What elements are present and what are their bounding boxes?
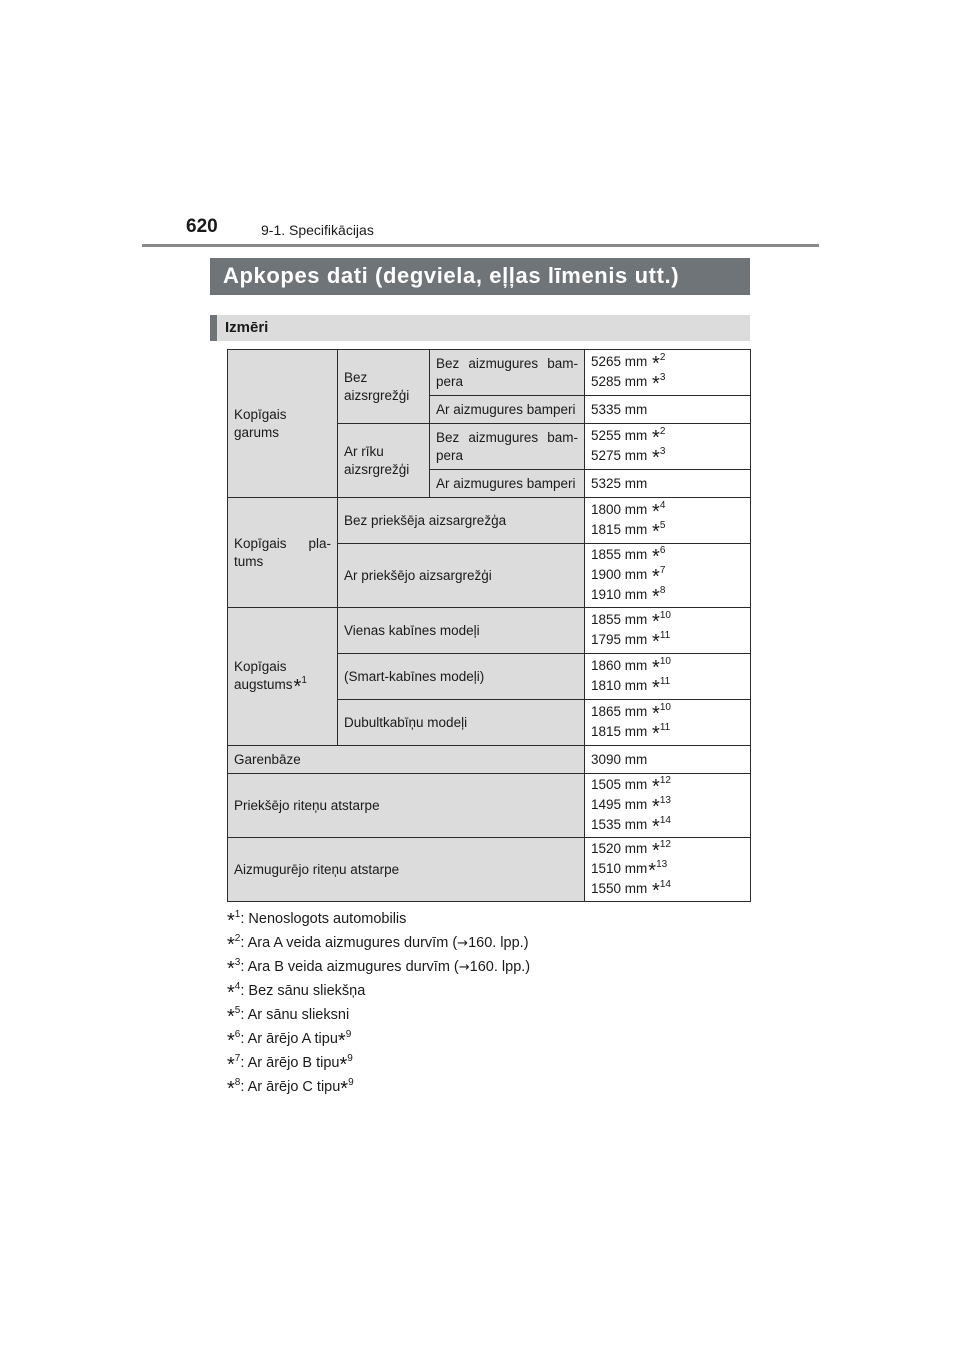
overall-width-label: Kopīgais pla- tums — [228, 498, 338, 608]
rear-tread-value: 1520 mm *$^{12}$ 1510 mm*$^{13}$ 1550 mm *$^{14}$ — [585, 838, 751, 902]
table-row — [228, 774, 751, 838]
arrow-right-icon: → — [458, 960, 470, 975]
footnote: *$^5$: Ar sānu slieksni — [227, 1005, 350, 1028]
footnotes — [227, 906, 767, 1098]
smart-cab-label: (Smart-kabīnes modeļi) — [338, 654, 585, 700]
arrow-right-icon: → — [457, 936, 469, 951]
page-reference-link[interactable]: 160. lpp.) — [469, 959, 531, 975]
double-cab-label: Dubultkabīņu modeļi — [338, 700, 585, 746]
no-bumper-label: Bez aizmugures bam- pera — [430, 424, 585, 470]
length-value: 5265 mm *$^2$ 5285 mm *$^3$ — [585, 350, 751, 396]
table-row — [228, 498, 751, 544]
single-cab-label: Vienas kabīnes modeļi — [338, 608, 585, 654]
height-value: 1860 mm *$^{10}$ 1810 mm *$^{11}$ — [585, 654, 751, 700]
table-row — [228, 608, 751, 654]
footnote: *$^2$: Ara A veida aizmugures durvīm (→160. lpp.) — [227, 933, 529, 956]
page-number: 620 — [186, 216, 218, 237]
dimensions-table — [227, 349, 751, 902]
with-bumper-label: Ar aizmugures bamperi — [430, 470, 585, 498]
wheelbase-value: 3090 mm — [585, 746, 751, 774]
front-tread-label: Priekšējo riteņu atstarpe — [228, 774, 585, 838]
no-bumper-label: Bez aizmugures bam- pera — [430, 350, 585, 396]
table-row — [228, 838, 751, 902]
with-bumper-label: Ar aizmugures bamperi — [430, 396, 585, 424]
footnote: *$^4$: Bez sānu sliekšņa — [227, 981, 366, 1004]
no-front-guard-label: Bez priekšēja aizsargrežģa — [338, 498, 585, 544]
front-guard-label: Ar priekšējo aizsargrežģi — [338, 544, 585, 608]
overall-height-label: Kopīgais augstums*$^1$ — [228, 608, 338, 746]
page-title: Apkopes dati (degviela, eļļas līmenis utt.) — [210, 258, 750, 295]
tool-guard-label: Ar rīku aizsrgrežģi — [338, 424, 430, 498]
width-value: 1800 mm *$^4$ 1815 mm *$^5$ — [585, 498, 751, 544]
height-value: 1865 mm *$^{10}$ 1815 mm *$^{11}$ — [585, 700, 751, 746]
length-value: 5255 mm *$^2$ 5275 mm *$^3$ — [585, 424, 751, 470]
height-value: 1855 mm *$^{10}$ 1795 mm *$^{11}$ — [585, 608, 751, 654]
no-guard-label: Bez aizsrgrežģi — [338, 350, 430, 424]
front-tread-value: 1505 mm *$^{12}$ 1495 mm *$^{13}$ 1535 mm *$^{14}$ — [585, 774, 751, 838]
footnote: *$^8$: Ar ārējo C tipu*$^9$ — [227, 1077, 354, 1100]
overall-length-label: Kopīgais garums — [228, 350, 338, 498]
wheelbase-label: Garenbāze — [228, 746, 585, 774]
page-reference-link[interactable]: 160. lpp.) — [468, 935, 529, 951]
section-subheading: Izmēri — [210, 315, 750, 341]
footnote: *$^1$: Nenoslogots automobilis — [227, 909, 407, 932]
rear-tread-label: Aizmugurējo riteņu atstarpe — [228, 838, 585, 902]
table-row — [228, 746, 751, 774]
width-value: 1855 mm *$^6$ 1900 mm *$^7$ 1910 mm *$^8$ — [585, 544, 751, 608]
footnote: *$^3$: Ara B veida aizmugures durvīm (→160. lpp.) — [227, 957, 531, 980]
footnote: *$^6$: Ar ārējo A tipu*$^9$ — [227, 1029, 352, 1052]
header-divider — [142, 244, 819, 247]
footnote: *$^7$: Ar ārējo B tipu*$^9$ — [227, 1053, 353, 1076]
section-label: 9-1. Specifikācijas — [261, 222, 374, 238]
length-value: 5325 mm — [585, 470, 751, 498]
table-row — [228, 350, 751, 396]
length-value: 5335 mm — [585, 396, 751, 424]
